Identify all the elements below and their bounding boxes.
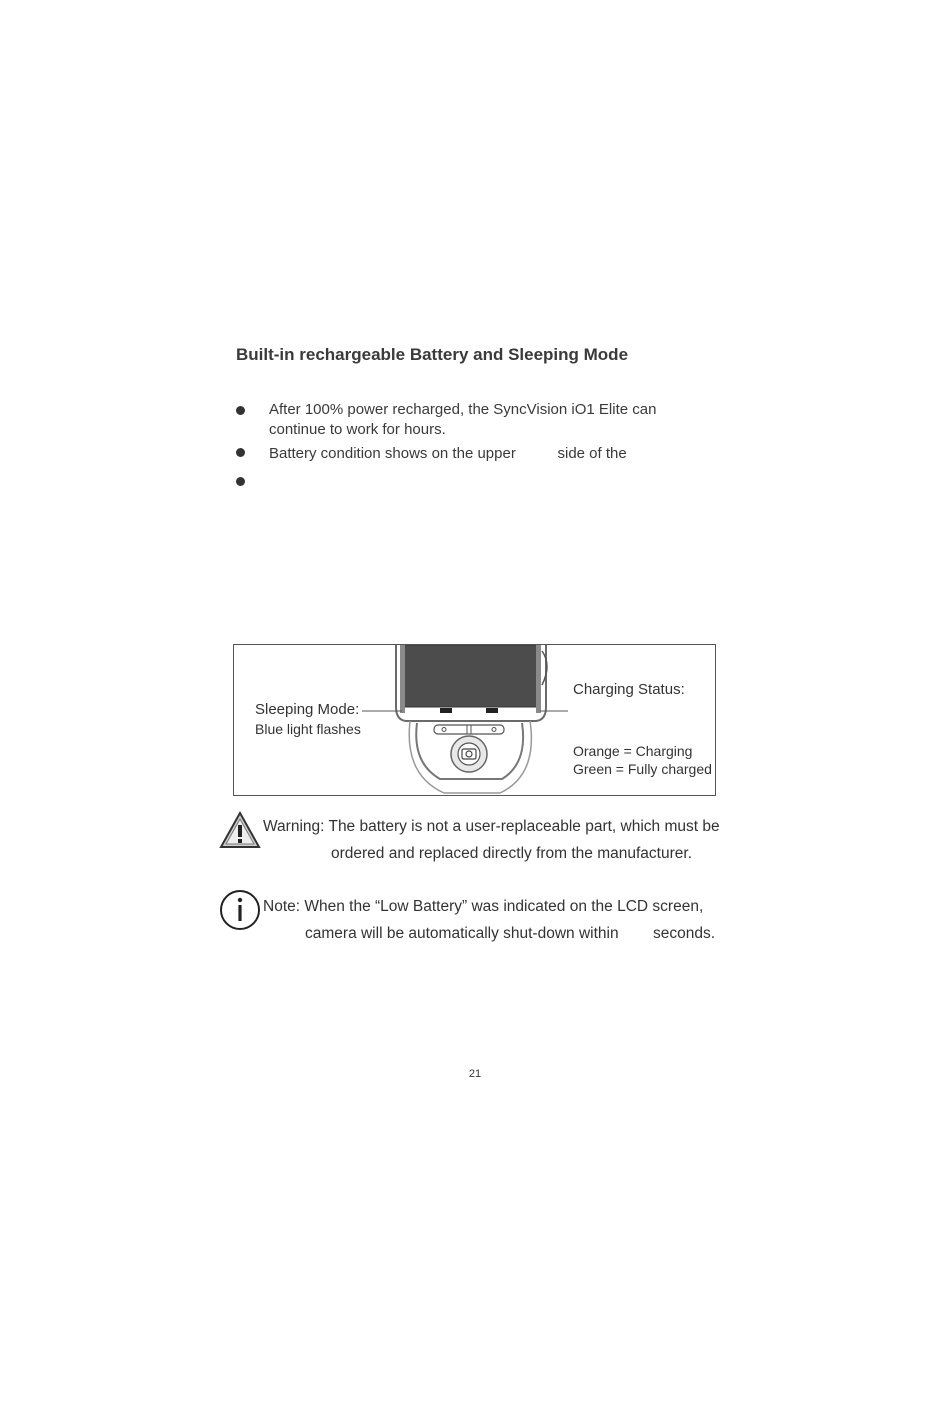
section-title: Built-in rechargeable Battery and Sleeping Mode (236, 345, 629, 364)
note-text-line2: camera will be automatically shut-down within seconds. (305, 925, 716, 942)
charging-green-label: Green = Fully charged (573, 761, 712, 777)
warning-text-line1: Warning: The battery is not a user-replaceable part, which must be (263, 818, 720, 835)
page-number: 21 (468, 1068, 482, 1080)
charging-status-title: Charging Status: (573, 681, 685, 698)
note-text-line1: Note: When the “Low Battery” was indicated on the LCD screen, (263, 898, 704, 915)
bullet-text-1: After 100% power recharged, the SyncVision iO1 Elite can (269, 401, 657, 418)
bullet-dot (236, 406, 245, 415)
charging-orange-label: Orange = Charging (573, 743, 693, 759)
warning-triangle-icon (219, 811, 261, 849)
warning-text-line2: ordered and replaced directly from the manufacturer. (331, 845, 692, 862)
bullet-text-2: Battery condition shows on the upper side of the (269, 445, 627, 462)
sleeping-mode-title: Sleeping Mode: (255, 701, 360, 718)
bullet-text-1-cont: continue to work for hours. (269, 421, 446, 438)
sleeping-mode-desc: Blue light flashes (255, 721, 361, 737)
device-figure (233, 644, 716, 796)
bullet-dot (236, 448, 245, 457)
bullet-dot (236, 477, 245, 486)
info-circle-icon (219, 889, 261, 931)
